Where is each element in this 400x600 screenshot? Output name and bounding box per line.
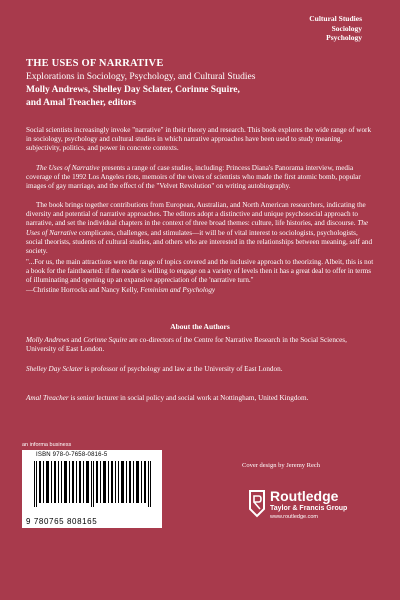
barcode-panel [22,450,162,528]
publisher-name: Routledge [270,488,339,504]
subject-categories [309,14,362,43]
cover-design-credit: Cover design by Jeremy Rech [242,462,320,469]
publisher-block [248,488,378,538]
bio2-text: is professor of psychology and law at the University of East London. [82,365,283,373]
review-quote-text: "...For us, the main attractions were the range of topics covered and the inclusive approach to theorizing. Albeit, this is not a book for the fainthearted: if the reader is willing to engage on a variety of levels then it has a great deal to offer in terms of illuminating and opening up an expansive appreciation of the 'narrative turn." [26,258,374,285]
editors-line-1: Molly Andrews, Shelley Day Sclater, Corinne Squire, [26,85,240,95]
barcode-area [22,442,162,528]
bio3-text: is senior lecturer in social policy and social work at Nottingham, United Kingdom. [68,394,309,402]
blurb-paragraph-1 [26,126,376,154]
isbn-digits: 9 780765 808165 [26,517,98,526]
editors-line-2: and Amal Treacher, editors [26,98,136,108]
review-quote [26,258,376,295]
bio1-name-b: Corinne Squire [83,336,128,344]
bio1-text: are co-directors of the Centre for Narrative Research in the Social Sciences, University of East London. [26,336,347,354]
about-authors-heading: About the Authors [170,322,230,331]
book-subtitle: Explorations in Sociology, Psychology, and Cultural Studies [26,72,256,82]
bio-andrews-squire [26,336,376,354]
bio-treacher [26,394,376,403]
subject-psychology: Psychology [326,33,362,42]
publisher-url: www.routledge.com [270,514,318,520]
editors [26,84,376,110]
blurb-p3-text-b: complicates, challenges, and stimulates—it will be of vital interest to sociologists, psychologists, social theorists, students of cultural studies, and others who are interested in the relationships between meaning, self and society. [26,228,373,256]
bio3-name: Amal Treacher [26,394,69,402]
blurb-p1-text: Social scientists increasingly invoke "narrative" in their theory and research. This book explores the wide range of work in sociology, psychology and cultural studies in which narrative approaches have been used to study meaning, subjectivity, politics, and power in concrete contexts. [26,126,372,153]
blurb-paragraph-3 [26,201,376,256]
publisher-group: Taylor & Francis Group [270,505,348,512]
subject-sociology: Sociology [331,23,362,33]
routledge-logo-icon [248,489,266,519]
barcode-icon [34,461,152,507]
blurb-paragraph-2 [26,164,376,192]
blurb-p3-text-a: The book brings together contributions from European, Australian, and North American researchers, indicating the diversity and potential of narrative approaches. The editors adopt a distinctive and unique psychosocial approach to narrative, and set the individual chapters in the context of three broad themes: culture, life histories, and discourse. [26,201,366,228]
bio-day-sclater [26,365,376,374]
review-source: Feminism and Psychology [140,285,216,294]
bio2-name: Shelley Day Sclater [26,365,83,373]
bio1-and: and [69,336,84,344]
bio1-name-a: Molly Andrews [26,336,70,344]
blurb-p2-text: presents a range of case studies, including: Princess Diana's Panorama interview, media coverage of the 1992 Los Angeles riots, memoirs of the wives of scientists who made the first atomic bomb, popular images of gay marriage, and the effect of the "Velvet Revolution" on writing autobiography. [26,164,361,191]
blurb-p3-book-title: The Uses of Narrative [26,219,369,237]
informa-tagline: an informa business [22,442,72,448]
review-attribution: —Christine Horrocks and Nancy Kelly, [26,285,141,294]
book-title: THE USES OF NARRATIVE [26,58,164,69]
isbn-label: ISBN 978-0-7658-0816-5 [36,452,108,458]
subject-cultural-studies: Cultural Studies [309,14,362,23]
blurb-p2-book-title: The Uses of Narrative [36,164,100,172]
